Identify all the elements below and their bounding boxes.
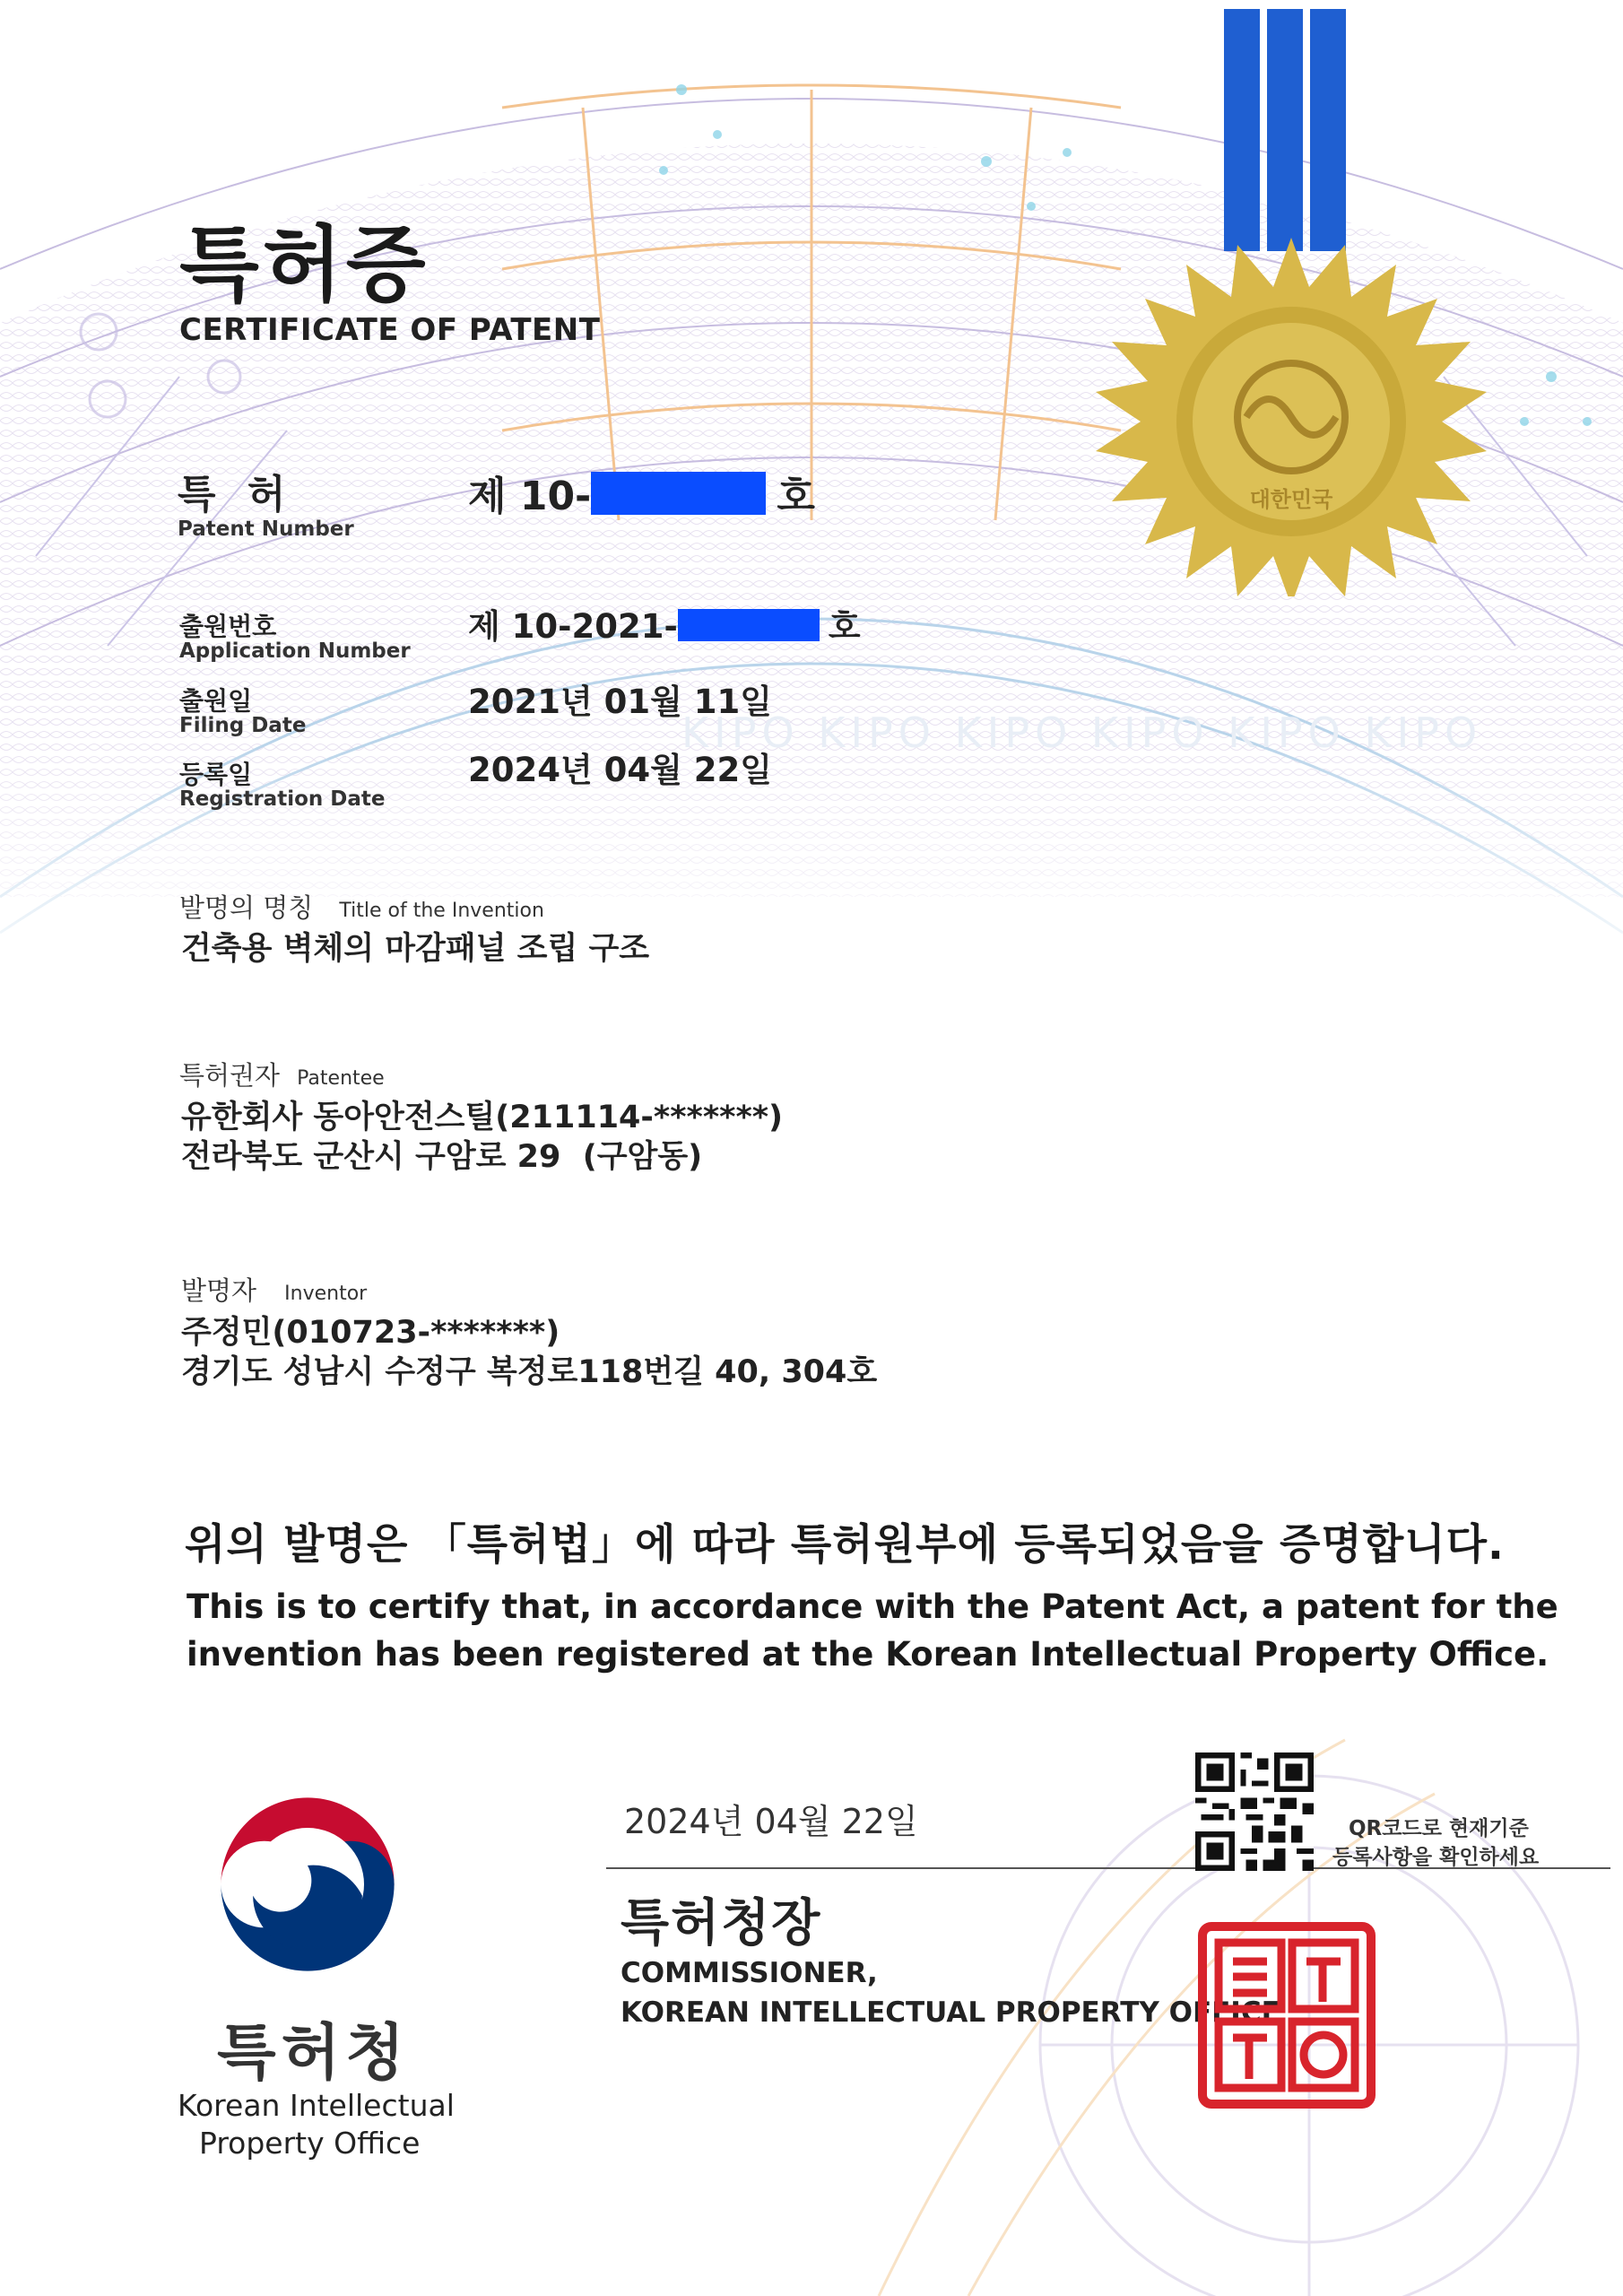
registration-date-label: 등록일 [179, 760, 253, 789]
certificate-title-english: CERTIFICATE OF PATENT [179, 312, 601, 348]
qr-note-line2: 등록사항을 확인하세요 [1332, 1846, 1540, 1869]
commissioner-title-korean: 특허청장 [621, 1894, 822, 1952]
inventor-label-en: Inventor [284, 1283, 368, 1305]
patentee-name: 유한회사 동아안전스틸(211114-*******) [181, 1100, 784, 1135]
patentee-label [179, 1056, 385, 1092]
certification-english-line1: This is to certify that, in accordance with the Patent Act, a patent for the [187, 1587, 1558, 1626]
patent-number-suffix: 호 [777, 474, 815, 519]
patent-number-label-en: Patent Number [178, 517, 354, 541]
redaction-block [591, 472, 766, 515]
commissioner-title-english-line2: KOREAN INTELLECTUAL PROPERTY OFFICE [621, 1996, 1280, 2029]
registration-date-value: 2024년 04월 22일 [468, 751, 772, 789]
application-number-label-en: Application Number [179, 639, 411, 663]
application-number-suffix: 호 [828, 607, 861, 646]
certificate-title-korean: 특허증 [179, 217, 430, 313]
filing-date-label: 출원일 [179, 686, 253, 716]
kipo-watermark: KIPO KIPO KIPO KIPO KIPO KIPO [681, 709, 1483, 757]
filing-date-label-en: Filing Date [179, 714, 307, 737]
invention-label-en: Title of the Invention [339, 900, 544, 922]
registration-date-label-en: Registration Date [179, 787, 386, 811]
qr-code-icon[interactable] [1193, 1752, 1316, 1871]
ribbon-stripe-3 [1310, 9, 1346, 251]
issue-date: 2024년 04월 22일 [624, 1802, 918, 1841]
patentee-label-ko: 특허권자 [179, 1060, 281, 1091]
patent-number-value [468, 464, 815, 521]
office-name-english-line1: Korean Intellectual [178, 2088, 455, 2123]
korea-taegeuk-emblem-icon [213, 1790, 402, 1979]
inventor-label-ko: 발명자 [181, 1275, 257, 1306]
inventor-name: 주정민(010723-*******) [181, 1315, 560, 1351]
qr-note-line1: QR코드로 현재기준 [1349, 1817, 1529, 1840]
patent-number-label: 특 허 [178, 472, 295, 517]
filing-date-value: 2021년 01월 11일 [468, 683, 772, 721]
ribbon-stripe-1 [1224, 9, 1260, 251]
invention-label-ko: 발명의 명칭 [179, 892, 314, 923]
inventor-label [181, 1271, 367, 1308]
patentee-label-en: Patentee [297, 1067, 385, 1090]
patent-number-prefix: 제 10- [468, 474, 592, 519]
invention-title: 건축용 벽체의 마감패널 조립 구조 [181, 931, 650, 967]
application-number-prefix: 제 10-2021- [468, 607, 678, 646]
office-name-korean: 특허청 [217, 2018, 411, 2089]
commissioner-title-english-line1: COMMISSIONER, [621, 1957, 878, 1989]
application-number-label: 출원번호 [179, 612, 277, 641]
certification-english-line2: invention has been registered at the Korean Intellectual Property Office. [187, 1635, 1549, 1674]
ribbon-stripe-2 [1267, 9, 1303, 251]
invention-label [179, 888, 544, 925]
redaction-block [678, 609, 820, 641]
official-seal-icon [1197, 1921, 1376, 2109]
patentee-address: 전라북도 군산시 구암로 29 (구암동) [181, 1139, 703, 1175]
gold-medal-icon [1085, 238, 1497, 596]
inventor-address: 경기도 성남시 수정구 복정로118번길 40, 304호 [181, 1354, 878, 1390]
medal-text: 대한민국 [1249, 487, 1333, 512]
office-name-english-line2: Property Office [199, 2126, 421, 2161]
application-number-value [468, 599, 861, 648]
certification-korean: 위의 발명은 「특허법」에 따라 특허원부에 등록되었음을 증명합니다. [185, 1520, 1505, 1570]
